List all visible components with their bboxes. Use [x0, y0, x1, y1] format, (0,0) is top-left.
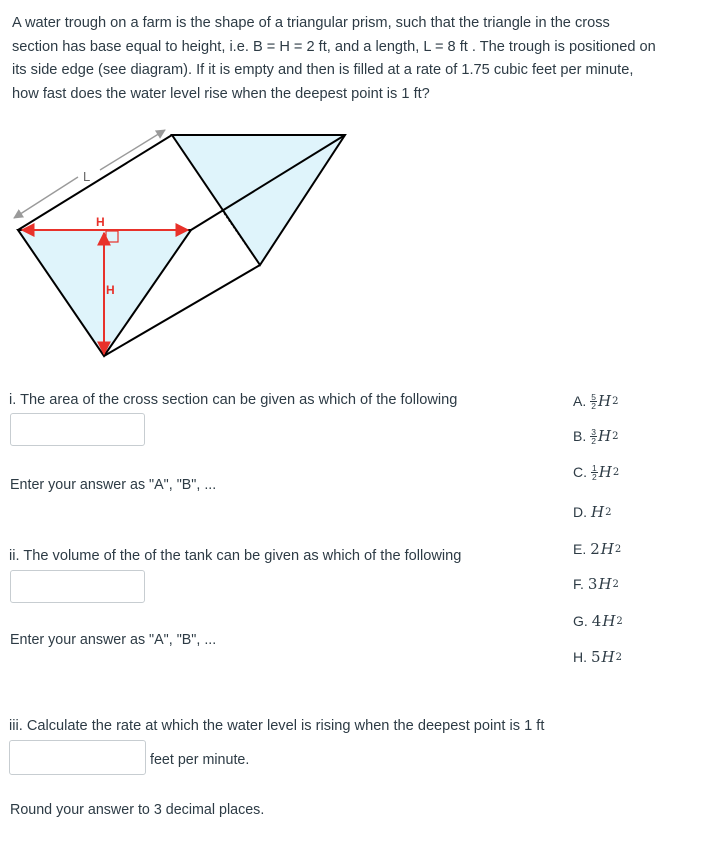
option-coefficient: 5: [591, 648, 601, 666]
question-3-hint: Round your answer to 3 decimal places.: [10, 802, 265, 818]
option-c: [573, 463, 619, 481]
back-triangle-face: [172, 135, 345, 265]
problem-statement: [8, 12, 702, 106]
length-arrow: [100, 130, 165, 170]
option-variable: H: [597, 427, 612, 445]
question-2-hint: Enter your answer as "A", "B", ...: [10, 632, 217, 648]
option-exponent: 2: [612, 395, 619, 407]
problem-line: its side edge (see diagram). If it is empty and then is filled at a rate of 1.75 cubic feet per minute,: [12, 62, 634, 78]
problem-line: A water trough on a farm is the shape of a triangular prism, such that the triangle in the cross: [12, 15, 610, 31]
base-label: H: [96, 215, 105, 229]
option-exponent: 2: [605, 506, 612, 518]
option-letter: G.: [573, 613, 588, 629]
option-exponent: 2: [612, 430, 619, 442]
prism-edge-left: [18, 135, 172, 230]
option-variable: H: [591, 503, 605, 521]
option-variable: H: [598, 575, 612, 593]
problem-line: how fast does the water level rise when the deepest point is 1 ft?: [12, 85, 430, 102]
option-exponent: 2: [612, 466, 620, 478]
problem-line: section has base equal to height, i.e. B = H = 2 ft, and a length, L = 8 ft . The trough is positioned on: [12, 38, 656, 55]
option-letter: F.: [573, 576, 584, 592]
trough-diagram: [0, 120, 360, 370]
length-label: L: [83, 169, 91, 184]
option-f: [573, 575, 619, 593]
option-fraction: $\frac{5}{2}$: [591, 391, 596, 411]
option-exponent: 2: [614, 543, 622, 555]
option-a: [573, 392, 618, 410]
option-coefficient: 2: [590, 540, 600, 558]
option-variable: H: [601, 648, 615, 666]
option-variable: H: [597, 392, 612, 410]
option-variable: H: [598, 463, 612, 481]
option-fraction: $\frac{1}{2}$: [592, 462, 597, 482]
option-exponent: 2: [616, 615, 623, 627]
option-letter: A.: [573, 393, 587, 409]
option-letter: E.: [573, 541, 587, 557]
option-e: [573, 540, 621, 558]
option-letter: B.: [573, 428, 587, 444]
option-coefficient: 3: [587, 575, 598, 593]
question-3-text: iii. Calculate the rate at which the water level is rising when the deepest point is 1 ft: [9, 718, 545, 734]
question-2-text: ii. The volume of the of the tank can be given as which of the following: [9, 548, 462, 564]
answer-3-unit: feet per minute.: [150, 752, 250, 768]
option-letter: C.: [573, 464, 587, 480]
question-1-text: i. The area of the cross section can be given as which of the following: [9, 392, 458, 408]
answer-2-input[interactable]: [10, 570, 145, 603]
answer-1-input[interactable]: [10, 413, 145, 446]
option-g: [573, 612, 623, 630]
option-variable: H: [600, 540, 614, 558]
question-1-hint: Enter your answer as "A", "B", ...: [10, 477, 217, 493]
option-d: [573, 503, 611, 521]
height-label: H: [106, 283, 115, 297]
option-letter: H.: [573, 649, 587, 665]
option-coefficient: 4: [591, 612, 602, 630]
option-exponent: 2: [615, 651, 623, 663]
option-letter: D.: [573, 504, 587, 520]
option-exponent: 2: [612, 578, 619, 590]
option-h: [573, 648, 622, 666]
answer-3-input[interactable]: [9, 740, 146, 775]
option-b: [573, 427, 618, 445]
option-fraction: $\frac{3}{2}$: [591, 426, 596, 446]
option-variable: H: [602, 612, 616, 630]
